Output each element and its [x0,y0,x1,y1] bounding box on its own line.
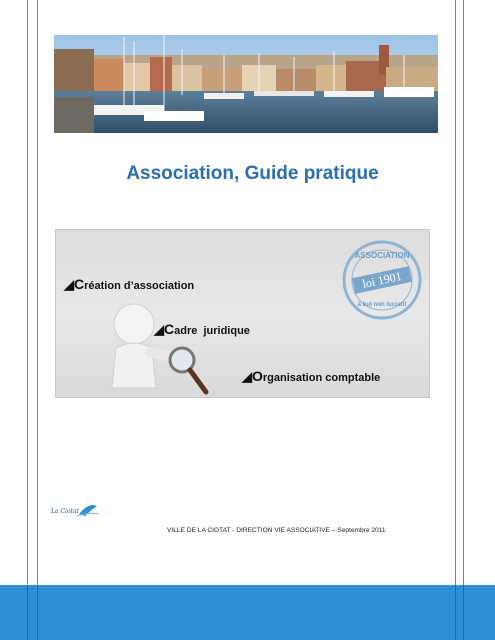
triangle-bullet-icon: ◢ [242,369,252,384]
thinking-figure-illustration [86,288,216,398]
document-title: Association, Guide pratique [126,163,379,184]
right-margin-line [463,0,464,585]
triangle-bullet-icon: ◢ [154,322,164,337]
topic-cadre: ◢Cadre juridique [154,321,250,337]
right-margin-bar [455,0,495,640]
triangle-bullet-icon: ◢ [64,277,74,292]
topics-banner [55,229,430,398]
harbour-photo [54,35,438,133]
logo-text: La Ciotat [51,508,79,515]
left-margin-line [27,0,28,585]
left-margin-bar [0,0,38,640]
topic-organisation: ◢Organisation comptable [242,368,381,384]
footer-text: VILLE DE LA CIOTAT - DIRECTION VIE ASSOCIATIVE – Septembre 2011 [167,527,386,534]
loi-1901-stamp [339,238,425,322]
la-ciotat-logo [49,500,101,520]
stamp-bottom-text: à but non lucratif [357,302,407,308]
stamp-middle-text: loi 1901 [361,269,403,291]
topic-creation: ◢Création d’association [64,276,195,292]
stamp-top-text: ASSOCIATION [354,251,410,260]
bottom-color-band [0,585,495,640]
